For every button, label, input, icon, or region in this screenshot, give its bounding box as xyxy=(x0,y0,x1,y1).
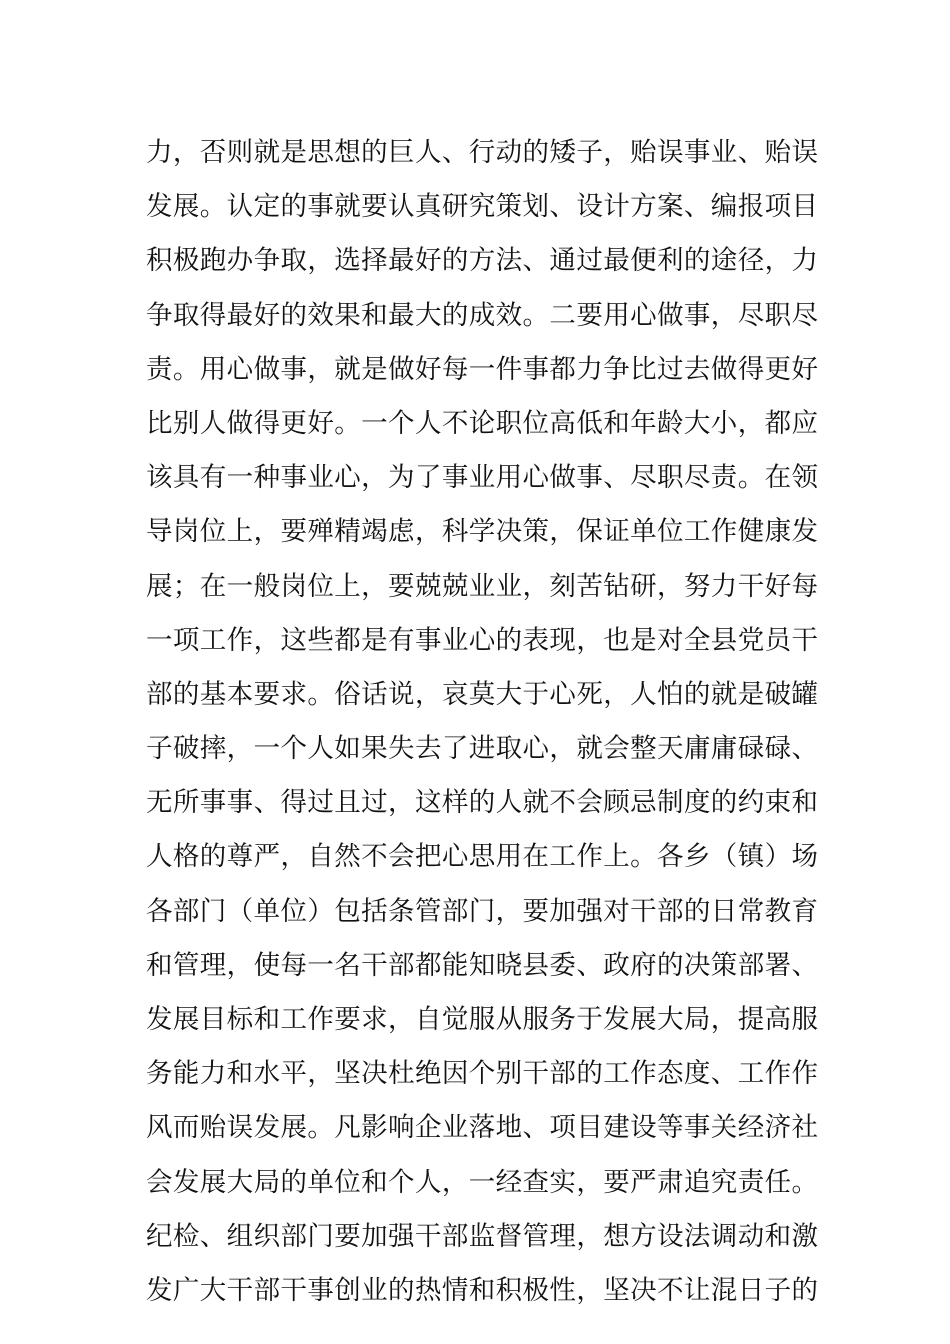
text-line: 务能力和水平，坚决杜绝因个别干部的工作态度、工作作 xyxy=(146,1058,818,1090)
text-line: 发广大干部干事创业的热情和积极性，坚决不让混日子的 xyxy=(146,1274,818,1306)
text-line: 发展目标和工作要求，自觉服从服务于发展大局，提高服 xyxy=(146,1004,818,1035)
text-line: 发展。认定的事就要认真研究策划、设计方案、编报项目 xyxy=(146,191,818,223)
body-text xyxy=(146,126,818,1318)
text-line: 风而贻误发展。凡影响企业落地、项目建设等事关经济社 xyxy=(146,1112,818,1144)
text-line: 一项工作，这些都是有事业心的表现，也是对全县党员干 xyxy=(146,624,818,656)
text-line: 子破摔，一个人如果失去了进取心，就会整天庸庸碌碌、 xyxy=(146,733,818,765)
text-line: 人格的尊严，自然不会把心思用在工作上。各乡（镇）场 xyxy=(146,841,818,873)
text-line: 争取得最好的效果和最大的成效。二要用心做事，尽职尽 xyxy=(146,299,818,331)
text-line: 各部门（单位）包括条管部门，要加强对干部的日常教育 xyxy=(146,895,818,927)
text-line: 该具有一种事业心，为了事业用心做事、尽职尽责。在领 xyxy=(146,462,818,494)
text-line: 积极跑办争取，选择最好的方法、通过最便利的途径，力 xyxy=(146,245,818,277)
text-line: 会发展大局的单位和个人，一经查实，要严肃追究责任。 xyxy=(146,1166,818,1198)
text-line: 无所事事、得过且过，这样的人就不会顾忌制度的约束和 xyxy=(146,787,818,819)
text-line: 纪检、组织部门要加强干部监督管理，想方设法调动和激 xyxy=(146,1220,818,1252)
text-line: 展；在一般岗位上，要兢兢业业，刻苦钻研，努力干好每 xyxy=(146,570,818,602)
text-line: 责。用心做事，就是做好每一件事都力争比过去做得更好 xyxy=(146,353,818,385)
text-line: 导岗位上，要殚精竭虑，科学决策，保证单位工作健康发 xyxy=(146,516,818,548)
text-line: 部的基本要求。俗话说，哀莫大于心死，人怕的就是破罐 xyxy=(146,678,818,710)
text-line: 和管理，使每一名干部都能知晓县委、政府的决策部署、 xyxy=(146,949,818,981)
text-line: 力，否则就是思想的巨人、行动的矮子，贻误事业、贻误 xyxy=(146,137,818,168)
text-line: 比别人做得更好。一个人不论职位高低和年龄大小，都应 xyxy=(146,407,818,439)
